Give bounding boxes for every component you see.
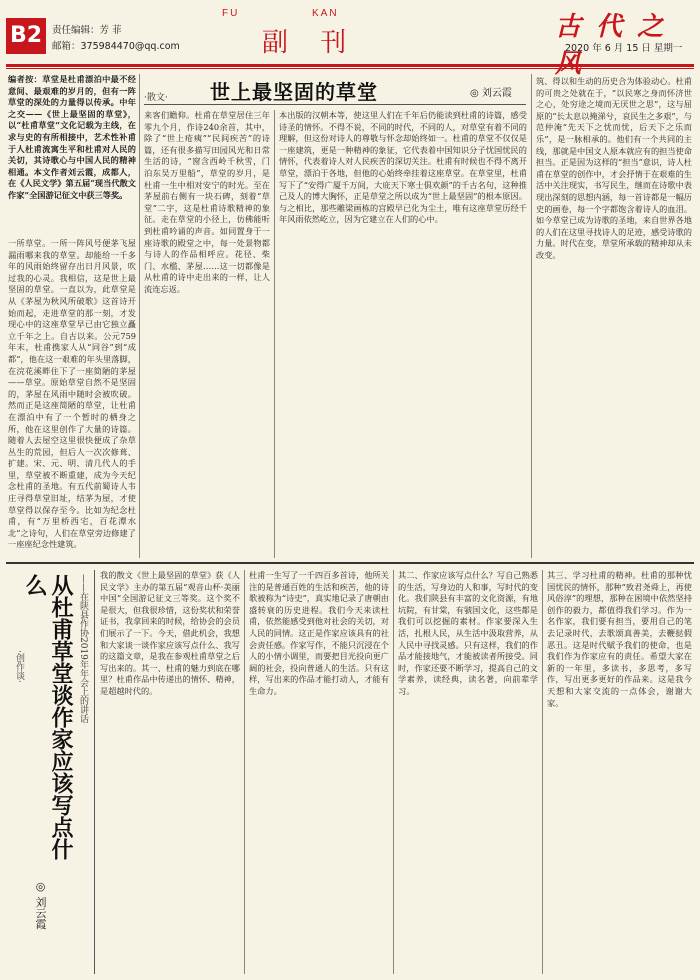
sidebar-article-subtitle: ——在陕县作协2019年年会上的讲话 — [78, 574, 88, 723]
column-divider — [94, 570, 95, 974]
column-divider — [244, 570, 245, 974]
column-divider — [531, 74, 532, 558]
column-divider — [393, 570, 394, 974]
article-column-2: 来客们瞻仰。杜甫在草堂居住三年零九个月，作诗240余首，其中，除了“世上疮痍”“民间疾苦”的诗篇，还有很多描写田园风光和日常生活的诗，“窗含西岭千秋雪，门泊东吴万里船”，草堂的岁月，是杜甫一生中相对安宁的时光。至在茅屋前右侧有一块石碑，刻着“草堂”二字，这是杜甫诗歌精神的象征。走在草堂的小径上，仿佛能听到杜甫吟诵的声音。如同置身于一座诗歌的殿堂之中，每一处景物都与诗人的作品相呼应。花径、柴门、水槛、茅屋……这一切都像是从杜甫的诗中走出来的一样，让人流连忘返。 — [144, 110, 270, 294]
column-divider — [542, 570, 543, 974]
editor-line: 责任编辑：芳 菲 — [52, 25, 122, 36]
editor-note: 编者按：草堂是杜甫漂泊中最不经意间、最艰难的岁月的，但有一阵草堂的深处的力量得以传承。中年之交——《世上最坚固的草堂》，以“杜甫草堂”文化记载为主线，在求与史的有所相接中，艺术性补甫于人杜甫流寓生平和杜甫对人民的关切，其诗歌心与中国人民的精神相通。本文作者刘云霞，成都人，在《人民文学》第五届“现当代散文作家”全国游记征文中获三等奖。 — [8, 74, 136, 200]
article-title: 世上最坚固的草堂 — [210, 80, 378, 104]
article-column-3: 本出版的汉朝本等，使这里人们在千年后仍能读到杜甫的诗篇，感受诗圣的情怀。不得不说，不同的时代，不同的人，对草堂有着不同的理解，但这份对诗人的尊敬与怀念却始终如一。杜甫的草堂不仅仅是一座建筑，更是一种精神的象征，它代表着中国知识分子忧国忧民的情怀，代表着诗人对人民疾苦的深切关注。杜甫有时候也不得不离开草堂，漂泊于各地，但他的心始终牵挂着这座草堂。在草堂里，杜甫写下了“安得广厦千万间，大庇天下寒士俱欢颜”的千古名句，这种推己及人的博大胸怀，正是草堂之所以成为“世上最坚固”的根本原因。与之相比，那些雕梁画栋的宫殿早已化为尘土，唯有这座草堂历经千年风雨依然屹立，因为它建立在人们的心中。 — [279, 110, 527, 225]
speech-column-1: 我的散文《世上最坚固的草堂》获《人民文学》主办的第五届“观音山杯·美丽中国”全国游记征文三等奖。这个奖不是很大，但我很珍惜，这份奖状和荣誉证书，我拿回来的时候，给协会的会员们展示了一下。今天，借此机会，我想和大家谈一谈作家应该写点什么、我写的这篇文章，是我在参观杜甫草堂之后写出来的。其一、杜甫的魅力到底在哪里？杜甫作品中传递出的情怀、精神，是超越时代的。 — [100, 570, 240, 696]
section-divider — [6, 562, 694, 564]
article-column-4: 筑、得以和生动的历史合为体验动心。杜甫的可贵之处就在于，“以民寒之身而怀济世之心，处穷途之境而无厌世之思”，这与屈原的“长太息以掩涕兮，哀民生之多艰”，与范仲淹“先天下之忧而忧，后天下之乐而乐”，是一脉相承的。他们有一个共同的主线，那就是中国文人原本就应有的担当使命担当。正是因为这样的“担当”意识，诗人杜甫在草堂的创作中，才会抒情于在艰难的生活中关注现实，书写民生，继而在诗歌中表现出深刻的思想内涵，每一首诗都是一幅历史的画卷，每一个字都饱含着诗人的血泪。如今草堂已成为诗歌的圣地，来自世界各地的人们在这里寻找诗人的足迹，感受诗歌的力量。时代在变，草堂所承载的精神却从未改变。 — [536, 76, 692, 260]
header-rule-thin — [6, 68, 694, 69]
section-title-en-kan: KAN — [312, 8, 339, 19]
title-rule — [144, 104, 526, 105]
column-divider — [274, 110, 275, 558]
sidebar-article-title: 从杜甫草堂谈作家应该写点什么 — [22, 574, 74, 860]
sidebar-article-author: ◎ 刘云霞 — [34, 880, 47, 930]
section-title-block — [222, 8, 382, 66]
speech-column-3: 其二、作家应该写点什么？写自己熟悉的生活，写身边的人和事，写时代的变化。我们陕县有丰富的文化资源，有地坑院，有甘棠，有虢国文化，这些都是我们可以挖掘的素材。作家要深入生活，扎根人民，从生活中汲取营养，从人民中寻找灵感。只有这样，我们的作品才能接地气，才能被读者所接受。同时，作家还要不断学习，提高自己的文学素养，读经典，读名著，向前辈学习。 — [398, 570, 538, 696]
issue-date: 2020 年 6 月 15 日 星期一 — [565, 43, 683, 54]
sidebar-category: ·创作谈· — [14, 650, 24, 683]
speech-column-2: 杜甫一生写了一千四百多首诗，他所关注的是普通百姓的生活和疾苦，他的诗歌被称为“诗史”，真实地记录了唐朝由盛转衰的历史进程。我们今天来读杜甫，依然能感受到他对社会的关切，对人民的同情。这正是作家应该具有的社会责任感。作家写作，不能只沉浸在个人的小情小调里，而要把目光投向更广阔的社会，投向普通人的生活。只有这样，写出来的作品才能打动人，才能有生命力。 — [249, 570, 389, 696]
section-title-cn: 副 刊 — [262, 28, 359, 58]
column-divider — [139, 74, 140, 558]
header-rule — [6, 64, 694, 67]
article-column-1: 一所草堂。一所一阵风号便茅飞屋漏雨哪来我的草堂。却能给一千多年的风雨始终留存出日月风景，吹过我的心灵。我相信，这是世上最坚固的草堂。一直以为，此草堂是从《茅屋为秋风所破歌》这首诗开始而起，走进草堂的那一刻，才发现心中的这座草堂早已由它独立矗立千年之上。自古以来。公元759年末，杜甫携家人从“同谷”到“成都”，他在这一艰难的年头里落脚，在浣花溪畔住下了一座简陋的茅屋——草堂。原始草堂自然不是坚固的，茅屋在风雨中随时会被吹破。然而正是这座简陋的草堂，让杜甫在漂泊中有了一个暂时的栖身之所，他在这里创作了大量的诗篇。随着人去屋空这里很快便成了杂草丛生的荒园，但后人一次次修葺、扩建。宋、元、明、清几代人的手里，草堂被不断重建，成为今天纪念杜甫的圣地。有五代前蜀诗人韦庄寻得草堂旧址，结茅为屋，才使草堂得以保存至今。比如为纪念杜甫，有“万里桥西宅，百花潭水北”之诗句，人们在草堂旁边修建了一座座纪念性建筑。 — [8, 238, 136, 550]
article-category: ·散文· — [144, 93, 168, 103]
section-title-en-fu: FU — [222, 8, 240, 19]
article-author: ◎ 刘云霞 — [470, 88, 512, 99]
email-line: 邮箱：375984470@qq.com — [52, 41, 180, 52]
speech-column-4: 其三、学习杜甫的精神。杜甫的那种忧国忧民的情怀，那种“致君尧舜上，再使风俗淳”的理想，那种在困境中依然坚持创作的毅力，都值得我们学习。作为一名作家，我们要有担当，要用自己的笔去记录时代，去歌颂真善美，去鞭挞假恶丑。这是时代赋予我们的使命，也是我们作为作家应有的责任。希望大家在新的一年里，多读书，多思考，多写作，写出更多更好的作品来。这是我今天想和大家交流的一点体会，谢谢大家。 — [547, 570, 692, 708]
masthead-logo: 古 代 之 — [555, 12, 667, 42]
section-badge: B2 — [6, 18, 46, 54]
